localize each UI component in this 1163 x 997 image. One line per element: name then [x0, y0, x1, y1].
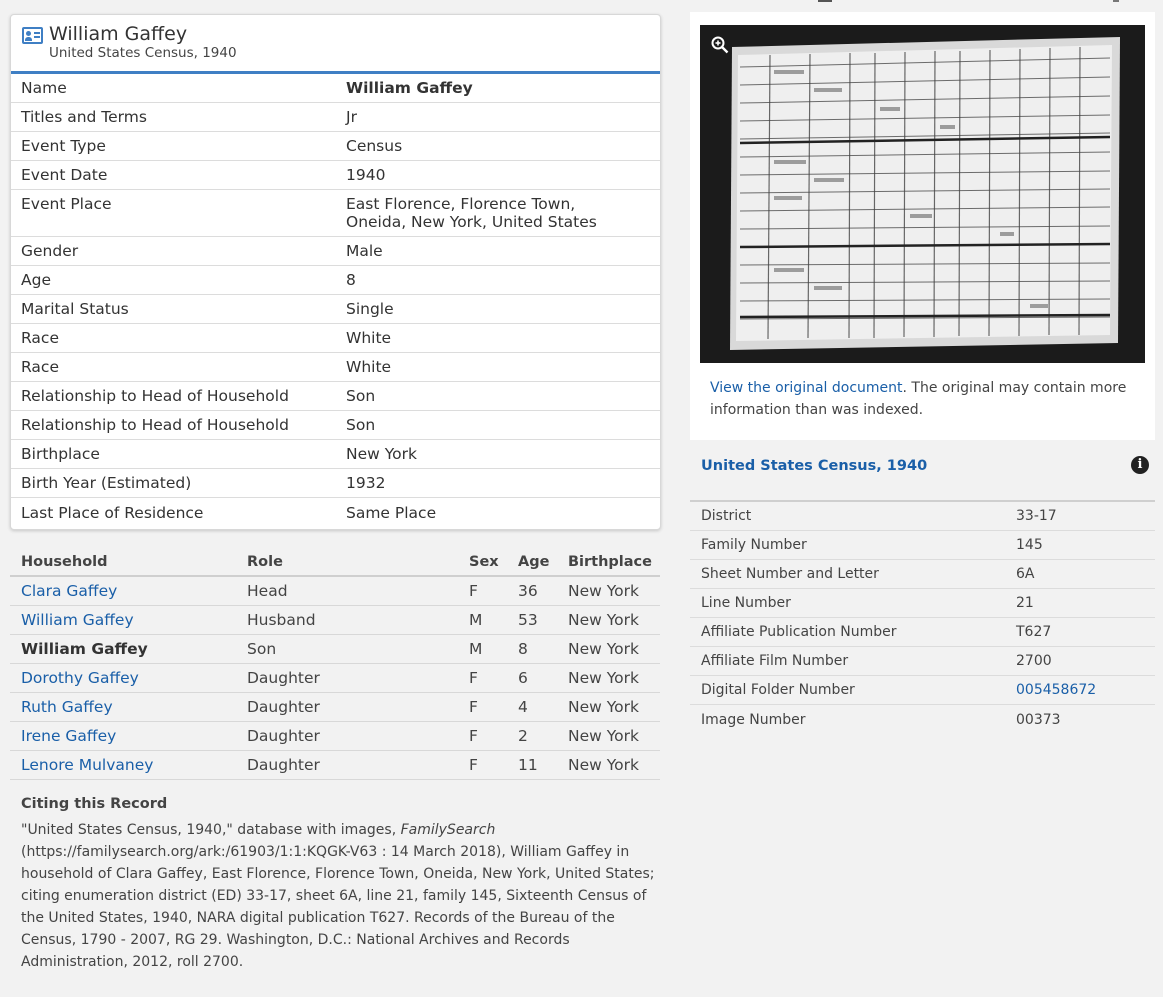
image-caption: [710, 377, 1140, 421]
collection-field-label: Sheet Number and Letter: [701, 566, 879, 582]
household-age-cell: 6: [518, 663, 568, 692]
record-field-label: Relationship to Head of Household: [21, 387, 289, 405]
image-note: . The original may contain more information than was indexed.: [710, 380, 1127, 418]
household-member-link[interactable]: Ruth Gaffey: [21, 697, 113, 716]
image-card: [690, 12, 1155, 440]
collection-field-label: District: [701, 508, 752, 524]
record-field-value: Male: [346, 242, 383, 260]
household-row: [10, 721, 660, 750]
record-field-label: Birth Year (Estimated): [21, 474, 192, 492]
view-original-link[interactable]: View the original document: [710, 380, 903, 396]
record-field-row: [11, 103, 660, 132]
record-field-value: William Gaffey: [346, 79, 473, 97]
collection-field-label: Image Number: [701, 711, 806, 728]
collection-field-value: 00373: [1016, 711, 1061, 728]
census-image-thumbnail[interactable]: [700, 25, 1145, 363]
collection-field-value: 145: [1016, 537, 1043, 553]
collection-field-row: [690, 618, 1155, 647]
record-field-row: [11, 190, 660, 237]
citation-source: FamilySearch: [400, 822, 496, 838]
collection-field-row: [690, 560, 1155, 589]
household-sex-cell: F: [469, 692, 518, 721]
household-name-cell: [10, 663, 247, 692]
household-role-cell: Daughter: [247, 663, 469, 692]
collection-field-label: Line Number: [701, 595, 791, 611]
top-decoration-2: [1113, 0, 1119, 2]
household-row: [10, 576, 660, 605]
household-member-link[interactable]: Lenore Mulvaney: [21, 755, 154, 774]
citation-part1: "United States Census, 1940," database with images,: [21, 822, 401, 838]
household-role-cell: Daughter: [247, 721, 469, 750]
record-title: William Gaffey: [49, 23, 188, 45]
household-sex-cell: M: [469, 634, 518, 663]
collection-field-value: 6A: [1016, 566, 1035, 582]
record-field-value: Same Place: [346, 503, 437, 522]
record-field-value: 8: [346, 271, 356, 289]
household-sex-cell: M: [469, 605, 518, 634]
zoom-in-icon[interactable]: [711, 36, 729, 54]
record-field-label: Birthplace: [21, 445, 100, 463]
col-household: Household: [10, 548, 247, 576]
household-name-cell: [10, 750, 247, 779]
record-field-row: [11, 132, 660, 161]
record-field-row: [11, 161, 660, 190]
household-role-cell: Husband: [247, 605, 469, 634]
household-birthplace-cell: New York: [568, 692, 660, 721]
record-field-value: Jr: [346, 108, 357, 126]
collection-field-row: [690, 676, 1155, 705]
collection-field-row: [690, 705, 1155, 734]
collection-field-row: [690, 502, 1155, 531]
top-decoration: [818, 0, 832, 2]
household-age-cell: 36: [518, 576, 568, 605]
record-field-row: [11, 237, 660, 266]
col-role: Role: [247, 548, 469, 576]
record-field-value: East Florence, Florence Town, Oneida, New York, United States: [346, 195, 597, 231]
collection-field-value: 2700: [1016, 653, 1052, 669]
record-field-row: [11, 324, 660, 353]
col-birthplace: Birthplace: [568, 548, 660, 576]
household-age-cell: 8: [518, 634, 568, 663]
household-birthplace-cell: New York: [568, 576, 660, 605]
record-field-value: Single: [346, 300, 394, 318]
citation-part2: (https://familysearch.org/ark:/61903/1:1:KQGK-V63 : 14 March 2018), William Gaffey in household of Clara Gaffey, East Florence, Florence Town, Oneida, New York, United States; citing enumeration district (ED) 33-17, sheet 6A, line 21, family 145, Sixteenth Census of the United States, 1940, NARA digital publication T627. Records of the Bureau of the Census, 1790 - 2007, RG 29. Washington, D.C.: National Archives and Records Administration, 2012, roll 2700.: [21, 844, 655, 970]
citation-title: Citing this Record: [21, 796, 168, 812]
household-role-cell: Head: [247, 576, 469, 605]
household-role-cell: Daughter: [247, 692, 469, 721]
record-field-label: Age: [21, 271, 51, 289]
info-icon[interactable]: i: [1131, 456, 1149, 474]
household-name-cell: [10, 721, 247, 750]
household-sex-cell: F: [469, 663, 518, 692]
digital-folder-link[interactable]: 005458672: [1016, 682, 1097, 698]
collection-field-label: Digital Folder Number: [701, 682, 855, 698]
record-field-label: Event Type: [21, 137, 106, 155]
record-field-row: [11, 382, 660, 411]
household-row: [10, 605, 660, 634]
record-field-value: White: [346, 358, 392, 376]
household-birthplace-cell: New York: [568, 663, 660, 692]
household-birthplace-cell: New York: [568, 634, 660, 663]
household-sex-cell: F: [469, 576, 518, 605]
collection-field-label: Family Number: [701, 537, 807, 553]
household-member-link[interactable]: Irene Gaffey: [21, 726, 117, 745]
record-field-label: Gender: [21, 242, 79, 260]
record-field-row: [11, 74, 660, 103]
record-field-label: Race: [21, 329, 59, 347]
record-card: [10, 14, 661, 530]
record-field-value: Son: [346, 387, 376, 405]
household-birthplace-cell: New York: [568, 750, 660, 779]
record-field-row: [11, 440, 660, 469]
record-field-row: [11, 353, 660, 382]
record-field-value: Son: [346, 416, 376, 434]
household-member-link[interactable]: Dorothy Gaffey: [21, 668, 139, 687]
collection-field-value: 33-17: [1016, 508, 1057, 524]
household-row: [10, 634, 660, 663]
record-field-value: White: [346, 329, 392, 347]
collection-field-value: T627: [1016, 624, 1052, 640]
household-sex-cell: F: [469, 721, 518, 750]
record-field-row: [11, 266, 660, 295]
citation: [21, 796, 671, 973]
household-row: [10, 692, 660, 721]
record-field-value: 1932: [346, 474, 386, 492]
person-card-icon: [22, 27, 43, 44]
household-birthplace-cell: New York: [568, 721, 660, 750]
collection-title-link[interactable]: United States Census, 1940: [701, 458, 928, 474]
record-field-label: Event Place: [21, 195, 112, 213]
household-name-cell: [10, 576, 247, 605]
record-field-label: Race: [21, 358, 59, 376]
record-field-row: [11, 498, 660, 527]
household-member-name: William Gaffey: [10, 634, 247, 663]
household-member-link[interactable]: Clara Gaffey: [21, 581, 118, 600]
household-role-cell: Son: [247, 634, 469, 663]
household-sex-cell: F: [469, 750, 518, 779]
record-field-label: Titles and Terms: [21, 108, 147, 126]
collection-fields: [690, 500, 1155, 734]
household-age-cell: 2: [518, 721, 568, 750]
collection-field-row: [690, 589, 1155, 618]
record-header: [11, 15, 660, 74]
record-field-label: Marital Status: [21, 300, 129, 318]
record-field-value: Census: [346, 137, 403, 155]
record-field-value: New York: [346, 445, 417, 463]
record-field-value: 1940: [346, 166, 386, 184]
household-member-link[interactable]: William Gaffey: [21, 610, 134, 629]
record-field-label: Relationship to Head of Household: [21, 416, 289, 434]
household-age-cell: 53: [518, 605, 568, 634]
census-sheet-image: [700, 25, 1145, 363]
record-field-row: [11, 295, 660, 324]
household-table: [10, 548, 660, 780]
household-name-cell: [10, 692, 247, 721]
household-row: [10, 663, 660, 692]
col-age: Age: [518, 548, 568, 576]
record-fields: [11, 74, 660, 527]
record-field-label: Last Place of Residence: [21, 503, 204, 522]
collection-field-label: Affiliate Publication Number: [701, 624, 897, 640]
household-age-cell: 4: [518, 692, 568, 721]
record-field-row: [11, 469, 660, 498]
record-field-label: Event Date: [21, 166, 108, 184]
household-row: [10, 750, 660, 779]
household-role-cell: Daughter: [247, 750, 469, 779]
household-age-cell: 11: [518, 750, 568, 779]
record-field-label: Name: [21, 79, 67, 97]
collection-field-row: [690, 531, 1155, 560]
record-field-row: [11, 411, 660, 440]
household-birthplace-cell: New York: [568, 605, 660, 634]
record-collection: United States Census, 1940: [49, 45, 237, 61]
collection-field-value: 21: [1016, 595, 1034, 611]
col-sex: Sex: [469, 548, 518, 576]
household-name-cell: [10, 605, 247, 634]
collection-field-row: [690, 647, 1155, 676]
citation-text: [21, 819, 671, 973]
collection-field-label: Affiliate Film Number: [701, 653, 849, 669]
